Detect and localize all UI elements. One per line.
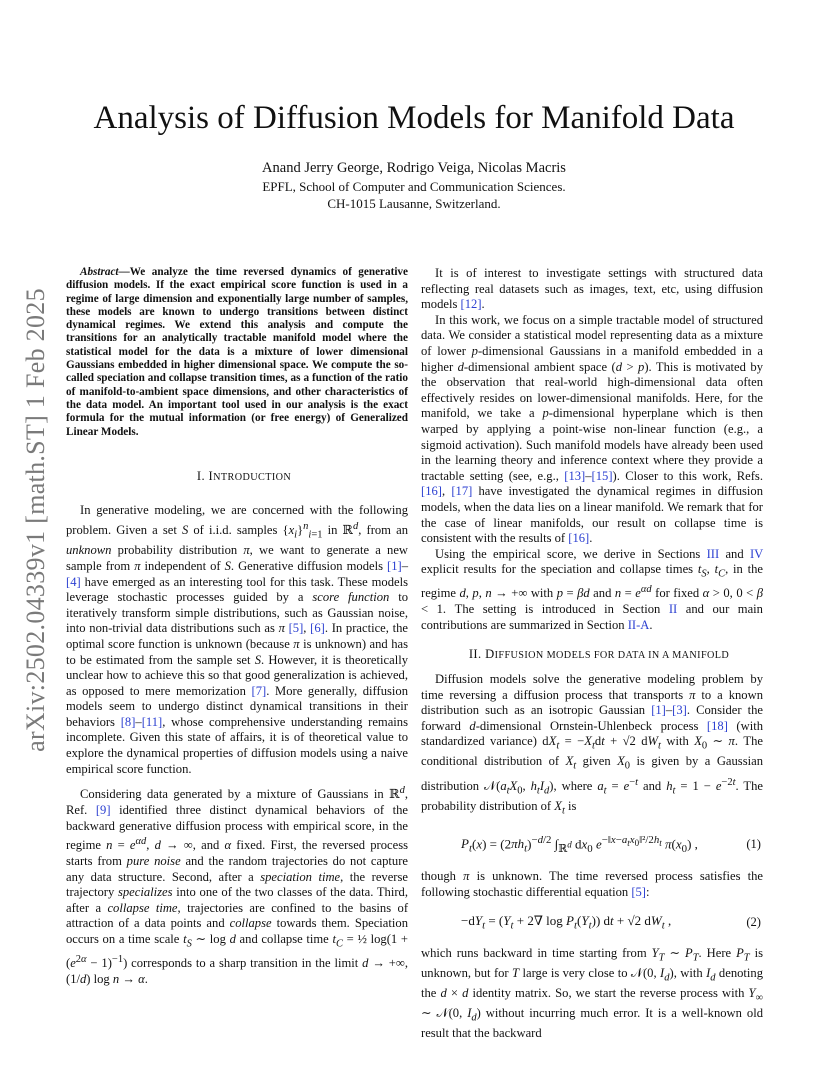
equation-2 (421, 913, 763, 934)
right-paragraph-2: In this work, we focus on a simple tractable model of structured data. We consider a statistical model representing data as a mixture of lower p-dimensional Gaussians in a manifold embedded in a higher d-dimensional ambient space (d > p). This is motivated by the observation that real-world high-dimensional data often effectively resides on lower-dimensional manifolds. Here, for the manifold, we take a p-dimensional hyperplane which is then warped by applying a point-wise non-linear function (e.g., a sigmoid activation). Such manifold models have already been used in the learning theory and inference context where they provide a tractable setting (see, e.g., [13]–[15]). Closer to this work, Refs. [16], [17] have investigated the dynamical regimes in diffusion models, when the data lies on a linear manifold. We remark that for the case of linear manifolds, our result on collapse time is consistent with the results of [16]. (421, 312, 763, 546)
right-paragraph-1: It is of interest to investigate settings with structured data reflecting real datasets such as images, text, etc, using diffusion models [12]. (421, 266, 763, 312)
sec2-paragraph-3: which runs backward in time starting from $Y_T$ ∼ $P_T$. Here $P_T$ is unknown, but for T large is very close to 𝒩(0, $I_d$), with $I_d$ denoting the d × d identity matrix. So, we start the reverse process with $Y_\infty$ ∼ 𝒩(0, $I_d$) without incurring much error. It is a well-known old result that the backward (421, 945, 764, 1041)
abstract (66, 266, 408, 439)
equation-2-number: (2) (746, 915, 761, 930)
equation-2-body: $-dY_t = (Y_t + 2\nabla$ $\log P_t(Y_t)$) dt + √2 $dW_t$ , (461, 912, 672, 932)
equation-1-number: (1) (746, 837, 761, 852)
arxiv-sidebar (16, 280, 56, 760)
right-paragraph-3: Using the empirical score, we derive in Sections III and IV explicit results for the speciation and collapse times $t_S$, $t_C$, in the regime d, p, n → +∞ with p = βd and $n = e^{\alpha d}$ for fixed α > 0, 0 < β < 1. The setting is introduced in Section II and our main contributions are summarized in Section II-A. (421, 546, 763, 632)
right-column (421, 266, 763, 1042)
intro-paragraph-1: In generative modeling, we are concerned with the following problem. Given a set S of i.i.d. samples $\{x_i\}^n_{i=1}$ in ℝ$^d$, from an unknown probability distribution π, we want to generate a new sample from π independent of S. Generative diffusion models [1]–[4] have emerged as an interesting tool for this task. These models leverage stochastic processes guided by a score function to iteratively transform simple distributions, such as Gaussian noise, into non-trivial data distributions such as π [5], [6]. In practice, the optimal score function is unknown (because π is unknown) and has to be estimated from the sample set S. However, it is theoretically unclear how to achieve this so that good generalization is achieved, as opposed to mere memorization [7]. More generally, diffusion models seem to undergo distinct dynamical transitions in their behaviors [8]–[11], whose comprehensive understanding remains incomplete. Given this state of affairs, it is of theoretical value to explore the dynamical properties of diffusion models using a naive empirical score function. (66, 503, 409, 776)
abstract-text: —We analyze the time reversed dynamics of generative diffusion models. If the exact empirical score function is used in a regime of large dimension and exponentially large number of samples, these models are known to undergo transitions between distinct dynamical regimes. We extend this analysis and compute the transitions for an analytically tractable manifold model where the statistical model for the data is a mixture of lower dimensional Gaussians embedded in higher dimensional space. We compute the so-called speciation and collapse transition times, as a function of the ratio of manifold-to-ambient space dimensions, and other characteristics of the data model. An important tool used in our analysis is the exact formula for the mutual information (or free energy) of Generalized Linear Models. (66, 266, 408, 438)
sec2-paragraph-1: Diffusion models solve the generative modeling problem by time reversing a diffusion process that transports π to a known distribution such as an isotropic Gaussian [1]–[3]. Consider the forward d-dimensional Ornstein-Uhlenbeck process [18] (with standardized variance) $dX_t = -X_tdt + √2$ $dW_t$ with $X_0$ ∼ π. The conditional distribution of $X_t$ given $X_0$ is given by a Gaussian distribution $𝒩(a_tX_0$, $h_tI_d$), where $a_t = e^{-t}$ and $h_t = 1 - e^{-2t}$. The probability distribution of $X_t$ is (421, 671, 764, 817)
equation-1-body: $P_t(x) = (2\pi h_t)^{-d/2}$ $\int_{ℝ^d}$ $dx_0$ $e^{-‖x-a_tx_0‖^2/2h_t}$ $\pi(x_0)$ , (461, 833, 698, 855)
abstract-label: Abstract (80, 266, 119, 278)
left-column (66, 266, 408, 987)
sec2-paragraph-2: though π is unknown. The time reversed process satisfies the following stochastic differential equation [5]: (421, 869, 763, 900)
affiliation-line-2: CH-1015 Lausanne, Switzerland. (327, 196, 501, 211)
paper-title: Analysis of Diffusion Models for Manifold Data (93, 100, 735, 136)
section-heading-introduction: I. INTRODUCTION (196, 468, 292, 483)
intro-paragraph-2: Considering data generated by a mixture of Gaussians in ℝ$^d$, Ref. [9] identified three distinct dynamical behaviors of the backward generative diffusion process with empirical score, in the regime $n = e^{\alpha d}$, d → ∞, and α fixed. First, the reversed process starts from pure noise and the random trajectories do not capture any data structure. Second, after a speciation time, the reverse trajectory specializes into one of the two classes of the data. Third, after a collapse time, trajectories are confined to the basins of attraction of a data points and collapse towards them. Speciation occurs on a time scale $t_S$ ∼ log d and collapse time $t_C$ = ½ $\log(1 + (e^{2\alpha} - 1)^{-1})$ corresponds to a sharp transition in the limit d → +∞, (1/d) log n → α. (66, 785, 409, 986)
affiliation-line-1: EPFL, School of Computer and Communication Sciences. (262, 179, 566, 194)
authors: Anand Jerry George, Rodrigo Veiga, Nicolas Macris (262, 160, 566, 176)
arxiv-id: arXiv:2502.04339v1 [math.ST] 1 Feb 2025 (21, 288, 50, 752)
equation-1 (421, 833, 763, 858)
section-heading-diffusion-models: II. DIFFUSION MODELS FOR DATA IN A MANIFOLD (468, 647, 730, 662)
